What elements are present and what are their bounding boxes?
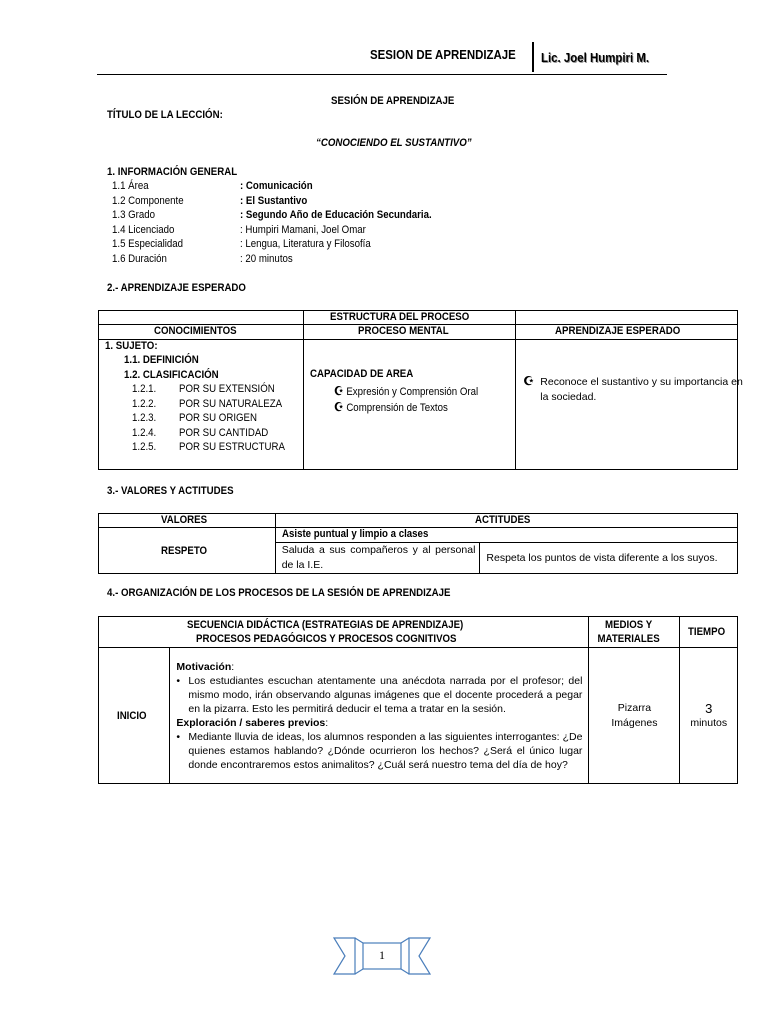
col-attitudes: ACTITUDES bbox=[275, 514, 737, 528]
bullet-icon: • bbox=[176, 731, 181, 743]
col-knowledge: CONOCIMIENTOS bbox=[99, 325, 304, 340]
capacity-item: ☪ Expresión y Comprensión Oral bbox=[333, 384, 478, 398]
info-value: : Segundo Año de Educación Secundaria. bbox=[240, 209, 432, 221]
section-1-title: 1. INFORMACIÓN GENERAL bbox=[107, 166, 238, 178]
col-expected-learning: APRENDIZAJE ESPERADO bbox=[516, 325, 738, 340]
classification-text: POR SU EXTENSIÓN bbox=[179, 383, 275, 395]
page-number-badge bbox=[333, 934, 431, 978]
motivation-label: Motivación bbox=[176, 661, 232, 673]
didactic-header: SECUENCIA DIDÁCTICA (ESTRATEGIAS DE APRENDIZAJE) PROCESOS PEDAGÓGICOS Y PROCESOS COGNITIVOS bbox=[99, 617, 589, 648]
knowledge-cell bbox=[99, 340, 304, 470]
media-cell bbox=[589, 648, 680, 784]
capacity-item: ☪ Comprensión de Textos bbox=[333, 400, 448, 414]
classification-text: POR SU ESTRUCTURA bbox=[179, 441, 285, 453]
media-item: Pizarra bbox=[617, 701, 652, 714]
crescent-icon: ☪ bbox=[333, 400, 344, 414]
time-header: TIEMPO bbox=[680, 617, 738, 648]
info-label: 1.2 Componente bbox=[112, 194, 184, 207]
section-2-title: 2.- APRENDIZAJE ESPERADO bbox=[107, 282, 246, 294]
activities-cell: Motivación: • Los estudiantes escuchan atentamente una anécdota narrada por el profesor; del mismo modo, irán observando algunas imágenes que el docente procederá a pegar en la pizarra. Esto les permitirá deducir el tema a tratar en la sesión. Exploración / saberes previos: • Mediante lluvia de ideas, los alumnos responden a las siguientes interrogantes: ¿De quienes estamos hablando? ¿Dónde ocurrieron los hechos? ¿Será el único lugar donde encontraremos estos animalitos? ¿Cuál será nuestro tema del día de hoy? bbox=[170, 648, 589, 784]
classification-text: POR SU NATURALEZA bbox=[179, 397, 283, 410]
classification-number: 1.2.1. bbox=[132, 383, 157, 395]
classification-number: 1.2.3. bbox=[132, 412, 157, 424]
process-table bbox=[98, 310, 743, 470]
info-value: : El Sustantivo bbox=[240, 194, 308, 207]
session-process-table bbox=[98, 616, 738, 784]
crescent-icon: ☪ bbox=[333, 384, 344, 398]
info-label: 1.3 Grado bbox=[112, 209, 156, 221]
classification-number: 1.2.5. bbox=[132, 441, 157, 453]
header-rule bbox=[97, 74, 667, 75]
crescent-icon: ☪ bbox=[523, 374, 535, 388]
value-respect: RESPETO bbox=[99, 528, 276, 574]
expected-text: Reconoce el sustantivo y su importancia en la sociedad. bbox=[540, 376, 743, 403]
exploration-text: Mediante lluvia de ideas, los alumnos responden a las siguientes interrogantes: ¿De quienes estamos hablando? ¿Dónde ocurrieron los hechos? ¿Será el único lugar donde encontraremos estos animalitos? ¿Cuál será nuestro tema del día de hoy? bbox=[188, 731, 583, 771]
time-cell bbox=[680, 648, 738, 784]
info-value: : Humpiri Mamani, Joel Omar bbox=[240, 223, 366, 236]
doc-heading: SESIÓN DE APRENDIZAJE bbox=[331, 95, 455, 107]
values-table bbox=[98, 513, 738, 574]
structure-header: ESTRUCTURA DEL PROCESO bbox=[303, 311, 516, 325]
phase-label: INICIO bbox=[99, 648, 170, 784]
blank-cell bbox=[99, 311, 304, 325]
info-label: 1.5 Especialidad bbox=[112, 238, 184, 250]
classification-text: POR SU ORIGEN bbox=[179, 412, 257, 424]
mental-process-cell bbox=[303, 340, 516, 470]
info-label: 1.6 Duración bbox=[112, 252, 167, 265]
info-value: : Comunicación bbox=[240, 180, 313, 192]
time-value: 3 bbox=[705, 700, 713, 716]
exploration-label: Exploración / saberes previos bbox=[176, 717, 326, 729]
col-mental-process: PROCESO MENTAL bbox=[303, 325, 516, 340]
bullet-icon: • bbox=[176, 675, 181, 687]
motivation-text: Los estudiantes escuchan atentamente una anécdota narrada por el profesor; del mismo modo, irán observando algunas imágenes que el docente procederá a pegar en la pizarra. Esto les permitirá deducir el tema a tratar en la sesión. bbox=[188, 675, 583, 715]
header-separator bbox=[532, 42, 534, 72]
time-unit: minutos bbox=[690, 716, 728, 729]
classification-number: 1.2.2. bbox=[132, 397, 157, 410]
subject-label: 1. SUJETO: bbox=[105, 340, 158, 352]
section-4-title: 4.- ORGANIZACIÓN DE LOS PROCESOS DE LA SESIÓN DE APRENDIZAJE bbox=[107, 587, 451, 599]
media-header: MEDIOS Y MATERIALES bbox=[589, 617, 680, 648]
col-values: VALORES bbox=[99, 514, 276, 528]
info-value: : 20 minutos bbox=[240, 252, 293, 265]
expected-cell bbox=[516, 340, 743, 470]
attitude-respects: Respeta los puntos de vista diferente a los suyos. bbox=[480, 543, 738, 574]
capacity-label: CAPACIDAD DE AREA bbox=[309, 368, 413, 380]
lesson-title: “CONOCIENDO EL SUSTANTIVO” bbox=[316, 137, 472, 149]
lesson-label: TÍTULO DE LA LECCIÓN: bbox=[107, 109, 223, 121]
definition-label: 1.1. DEFINICIÓN bbox=[124, 354, 199, 366]
attitude-punctual: Asiste puntual y limpio a clases bbox=[275, 528, 737, 543]
page-number: 1 bbox=[379, 948, 385, 962]
header-author: Lic. Joel Humpiri M. bbox=[541, 50, 650, 65]
header-title: SESION DE APRENDIZAJE bbox=[370, 47, 516, 62]
info-label: 1.4 Licenciado bbox=[112, 223, 175, 236]
section-3-title: 3.- VALORES Y ACTITUDES bbox=[107, 485, 234, 497]
classification-label: 1.2. CLASIFICACIÓN bbox=[124, 369, 219, 381]
blank-cell bbox=[516, 311, 738, 325]
info-value: : Lengua, Literatura y Filosofía bbox=[240, 238, 371, 250]
attitude-greets: Saluda a sus compañeros y al personal de la I.E. bbox=[275, 543, 480, 574]
classification-number: 1.2.4. bbox=[132, 426, 157, 439]
classification-text: POR SU CANTIDAD bbox=[179, 426, 269, 439]
media-item: Imágenes bbox=[611, 716, 658, 729]
info-label: 1.1 Área bbox=[112, 180, 149, 192]
